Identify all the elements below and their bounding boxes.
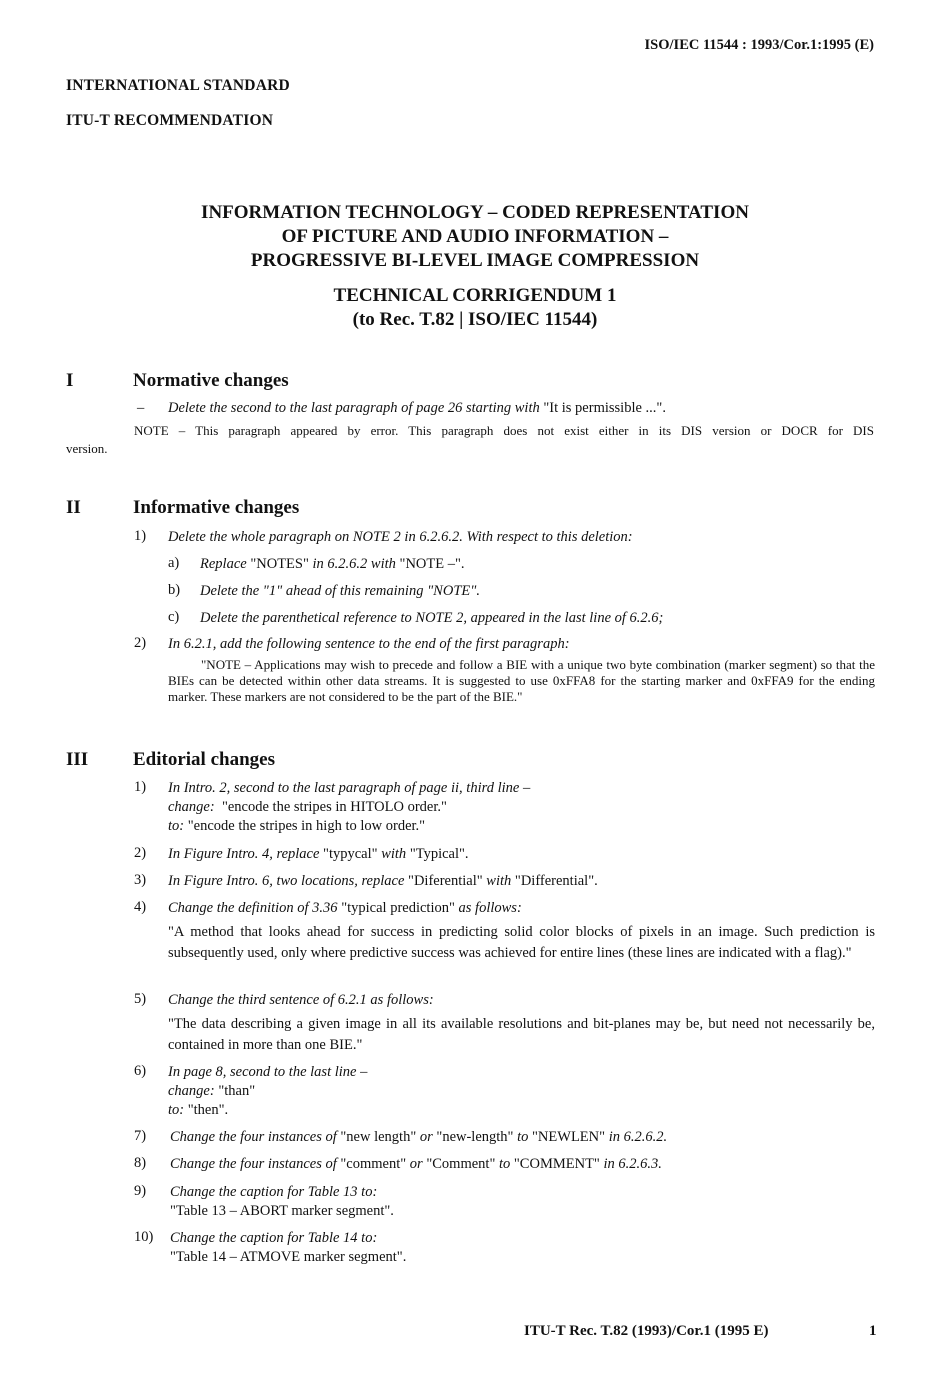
informative-item-1: Delete the whole paragraph on NOTE 2 in 6.2.6.2. With respect to this deletion: xyxy=(168,529,633,545)
item-letter-a: a) xyxy=(168,555,180,571)
item-number: 8) xyxy=(134,1155,147,1171)
corrigendum-reference: (to Rec. T.82 | ISO/IEC 11544) xyxy=(352,309,598,330)
title-line-2: OF PICTURE AND AUDIO INFORMATION – xyxy=(281,226,669,247)
item-number: 4) xyxy=(134,899,147,915)
section-title-editorial: Editorial changes xyxy=(133,749,275,770)
item-number: 9) xyxy=(134,1183,147,1199)
list-dash: – xyxy=(137,400,145,416)
item-number: 1) xyxy=(134,779,147,795)
title-line-3: PROGRESSIVE BI-LEVEL IMAGE COMPRESSION xyxy=(250,250,700,271)
page-number: 1 xyxy=(869,1323,877,1339)
title-line-1: INFORMATION TECHNOLOGY – CODED REPRESENTATION xyxy=(201,202,749,223)
editorial-item-2: In Figure Intro. 4, replace "typycal" with "Typical". xyxy=(168,846,469,862)
item-letter-b: b) xyxy=(168,582,181,598)
item-number: 3) xyxy=(134,872,147,888)
document-id: ISO/IEC 11544 : 1993/Cor.1:1995 (E) xyxy=(644,37,874,53)
header-international-standard: INTERNATIONAL STANDARD xyxy=(66,77,290,94)
item-letter-c: c) xyxy=(168,609,180,625)
section-number-iii: III xyxy=(66,749,89,770)
document-title xyxy=(0,201,950,332)
editorial-item-5-body: "The data describing a given image in all its available resolutions and bit-planes may be, but need not necessarily be, contained in more than one BIE." xyxy=(168,1016,875,1053)
informative-item-2: In 6.2.1, add the following sentence to the end of the first paragraph: xyxy=(168,636,570,652)
section-title-informative: Informative changes xyxy=(133,497,300,518)
normative-note-continuation: version. xyxy=(66,441,108,456)
editorial-item-8: Change the four instances of "comment" or "Comment" to "COMMENT" in 6.2.6.3. xyxy=(170,1156,662,1172)
section-title-normative: Normative changes xyxy=(133,370,289,391)
header-itu-recommendation: ITU-T RECOMMENDATION xyxy=(66,112,274,129)
section-number-ii: II xyxy=(66,497,81,518)
editorial-item-9: Change the caption for Table 13 to: "Table 13 – ABORT marker segment". xyxy=(170,1184,394,1219)
editorial-item-4-body: "A method that looks ahead for success in predicting solid color blocks of pixels in an image. Such prediction is subsequently used, only where predictive success was achieved for entire lines (these lines are indicated with a flag)." xyxy=(168,924,875,961)
editorial-item-10: Change the caption for Table 14 to: "Table 14 – ATMOVE marker segment". xyxy=(170,1230,407,1265)
editorial-item-3: In Figure Intro. 6, two locations, replace "Diferential" with "Differential". xyxy=(168,873,598,889)
informative-quote: "NOTE – Applications may wish to precede and follow a BIE with a unique two byte combination (marker segment) so that the BIEs can be detected within other data streams. It is suggested to use 0xFFA8 for the starting marker and 0xFFA9 for the ending marker. These markers are not considered to be the part of the BIE." xyxy=(168,657,875,704)
item-number: 2) xyxy=(134,635,147,651)
corrigendum-title: TECHNICAL CORRIGENDUM 1 xyxy=(333,285,617,306)
informative-item-1c: Delete the parenthetical reference to NOTE 2, appeared in the last line of 6.2.6; xyxy=(200,610,664,626)
editorial-item-6: In page 8, second to the last line – change: "than" to: "then". xyxy=(168,1064,368,1118)
item-number: 6) xyxy=(134,1063,147,1079)
normative-note: NOTE – This paragraph appeared by error. This paragraph does not exist either in its DIS version or DOCR for DIS xyxy=(134,423,874,438)
item-number: 7) xyxy=(134,1128,147,1144)
informative-item-1b: Delete the "1" ahead of this remaining "NOTE". xyxy=(200,583,480,599)
item-number: 1) xyxy=(134,528,147,544)
informative-item-1a: Replace "NOTES" in 6.2.6.2 with "NOTE –". xyxy=(200,556,465,572)
item-number: 10) xyxy=(134,1229,154,1245)
editorial-item-7: Change the four instances of "new length" or "new-length" to "NEWLEN" in 6.2.6.2. xyxy=(170,1129,668,1145)
item-number: 5) xyxy=(134,991,147,1007)
footer-reference: ITU-T Rec. T.82 (1993)/Cor.1 (1995 E) xyxy=(524,1323,769,1339)
editorial-item-1: In Intro. 2, second to the last paragraph of page ii, third line – change: "encode the stripes in HITOLO order." to: "encode the stripes in high to low order." xyxy=(168,780,531,834)
editorial-item-4: Change the definition of 3.36 "typical prediction" as follows: xyxy=(168,900,522,916)
section-number-i: I xyxy=(66,370,74,391)
normative-item: Delete the second to the last paragraph of page 26 starting with "It is permissible ...". xyxy=(168,400,666,416)
editorial-item-5: Change the third sentence of 6.2.1 as follows: xyxy=(168,992,434,1008)
item-number: 2) xyxy=(134,845,147,861)
